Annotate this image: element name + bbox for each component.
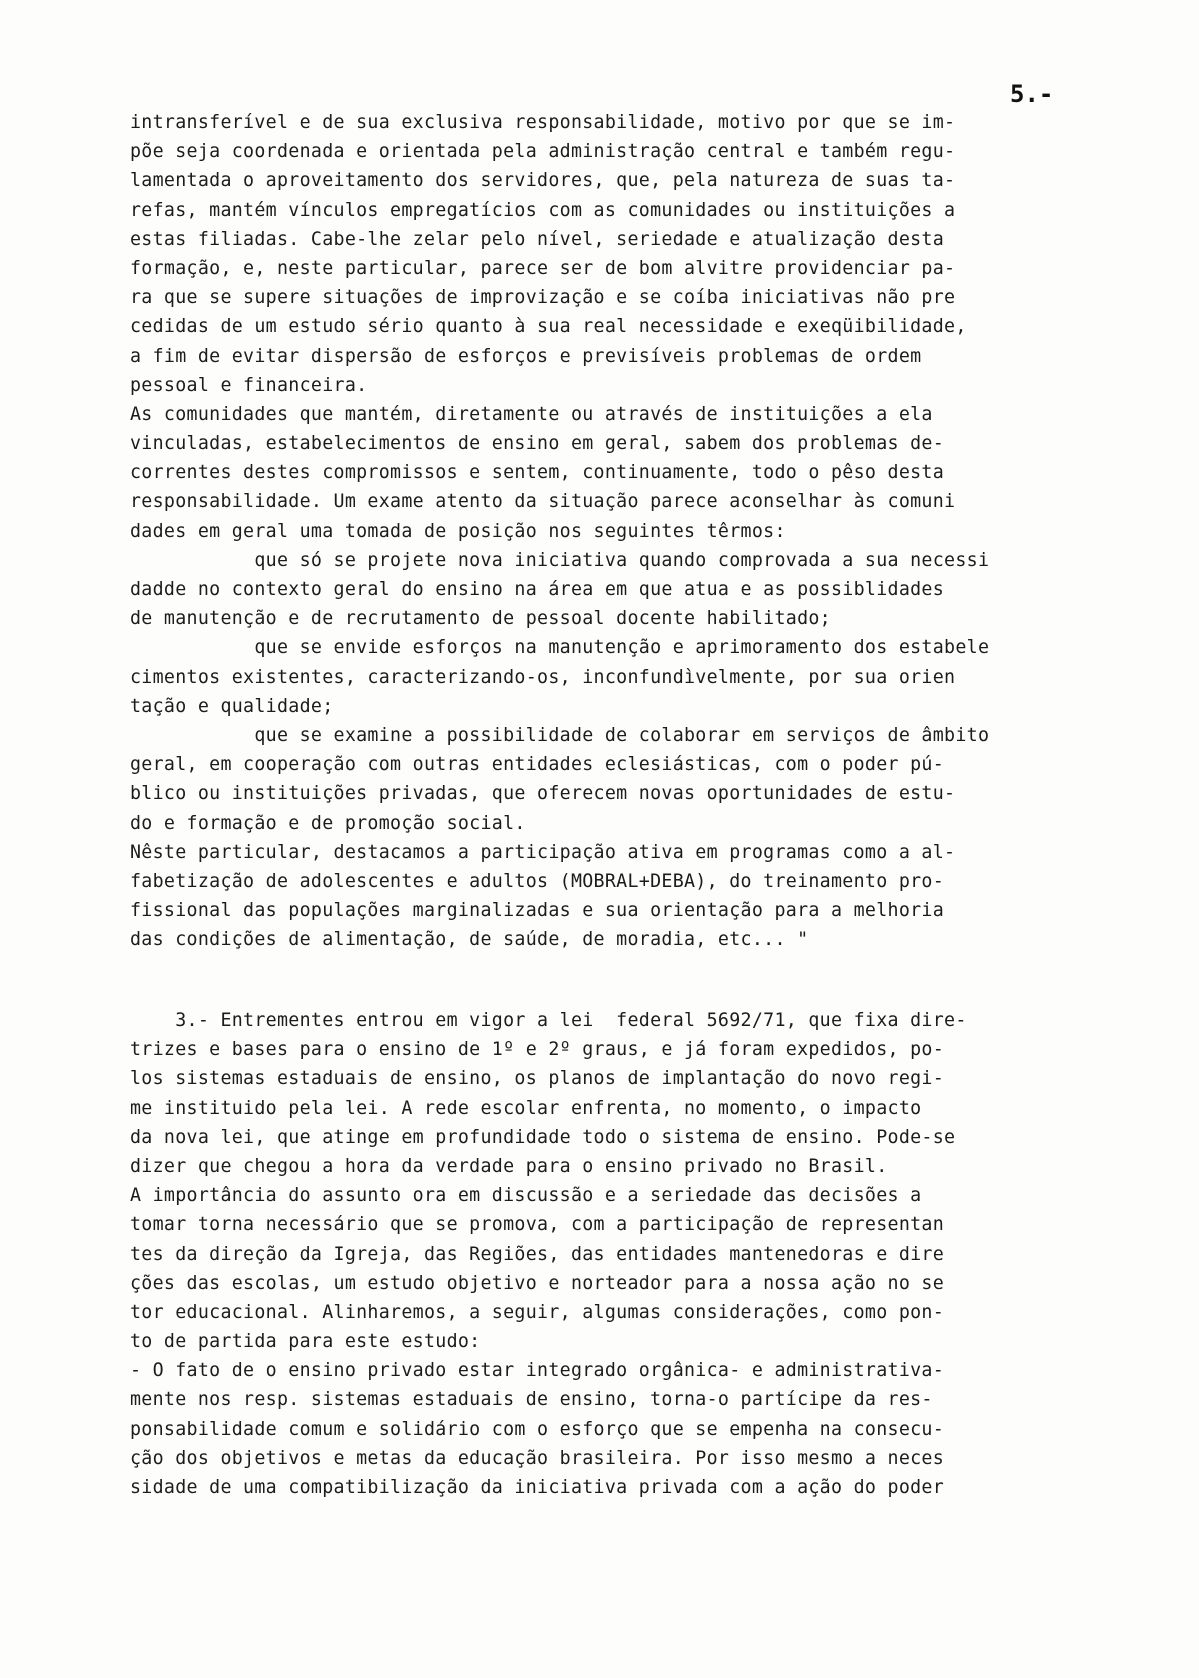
text-line: pessoal e financeira. — [130, 374, 368, 396]
text-line: blico ou instituições privadas, que oferecem novas oportunidades de estu- — [130, 783, 956, 805]
text-line: los sistemas estaduais de ensino, os planos de implantação do novo regi- — [130, 1068, 945, 1090]
text-line: tes da direção da Igreja, das Regiões, das entidades mantenedoras e dire — [130, 1243, 945, 1265]
text-block-1 — [130, 108, 1130, 954]
text-line: responsabilidade. Um exame atento da situação parece aconselhar às comuni — [130, 491, 956, 513]
text-line: que se examine a possibilidade de colaborar em serviços de âmbito — [130, 724, 990, 746]
text-line: formação, e, neste particular, parece ser de bom alvitre providenciar pa- — [130, 257, 956, 279]
text-line: tomar torna necessário que se promova, com a participação de representan — [130, 1214, 945, 1236]
text-line: a fim de evitar dispersão de esforços e previsíveis problemas de ordem — [130, 345, 922, 367]
text-line: ção dos objetivos e metas da educação brasileira. Por isso mesmo a neces — [130, 1447, 945, 1469]
page-number: 5.- — [1010, 80, 1054, 108]
text-line: que se envide esforços na manutenção e aprimoramento dos estabele — [130, 637, 990, 659]
text-line: estas filiadas. Cabe-lhe zelar pelo nível, seriedade e atualização desta — [130, 228, 945, 250]
text-line: trizes e bases para o ensino de 1º e 2º graus, e já foram expedidos, po- — [130, 1039, 945, 1061]
text-line: vinculadas, estabelecimentos de ensino em geral, sabem dos problemas de- — [130, 433, 945, 455]
text-line: ções das escolas, um estudo objetivo e norteador para a nossa ação no se — [130, 1272, 945, 1294]
text-line: 3.- Entrementes entrou em vigor a lei federal 5692/71, que fixa dire- — [130, 1010, 967, 1031]
text-line: de manutenção e de recrutamento de pessoal docente habilitado; — [130, 608, 831, 630]
text-line: to de partida para este estudo: — [130, 1331, 481, 1353]
text-line: As comunidades que mantém, diretamente ou através de instituições a ela — [130, 403, 933, 425]
text-line: dadde no contexto geral do ensino na área em que atua e as possiblidades — [130, 579, 945, 600]
text-line: tação e qualidade; — [130, 695, 334, 717]
text-line: dades em geral uma tomada de posição nos seguintes têrmos: — [130, 520, 786, 542]
text-line: cimentos existentes, caracterizando-os, inconfundìvelmente, por sua orien — [130, 666, 956, 688]
text-line: - O fato de o ensino privado estar integrado orgânica- e administrativa- — [130, 1360, 945, 1382]
text-line: sidade de uma compatibilização da iniciativa privada com a ação do poder — [130, 1477, 945, 1498]
text-line: Nêste particular, destacamos a participação ativa em programas como a al- — [130, 841, 956, 863]
text-line: correntes destes compromissos e sentem, continuamente, todo o pêso desta — [130, 462, 945, 484]
text-line: A importância do assunto ora em discussão e a seriedade das decisões a — [130, 1185, 922, 1207]
text-line: me instituido pela lei. A rede escolar enfrenta, no momento, o impacto — [130, 1097, 922, 1119]
text-block-2 — [130, 1006, 1130, 1502]
text-line: dizer que chegou a hora da verdade para o ensino privado no Brasil. — [130, 1155, 888, 1177]
text-line: fabetização de adolescentes e adultos (MOBRAL+DEBA), do treinamento pro- — [130, 870, 945, 892]
text-line: fissional das populações marginalizadas e sua orientação para a melhoria — [130, 900, 945, 922]
text-line: que só se projete nova iniciativa quando comprovada a sua necessi — [130, 549, 990, 571]
text-line: lamentada o aproveitamento dos servidores, que, pela natureza de suas ta- — [130, 170, 956, 192]
text-line: refas, mantém vínculos empregatícios com as comunidades ou instituições a — [130, 199, 956, 221]
text-line: tor educacional. Alinharemos, a seguir, algumas considerações, como pon- — [130, 1301, 945, 1323]
text-line: ponsabilidade comum e solidário com o esforço que se empenha na consecu- — [130, 1418, 945, 1440]
text-line: põe seja coordenada e orientada pela administração central e também regu- — [130, 141, 956, 163]
text-line: cedidas de um estudo sério quanto à sua real necessidade e exeqüibilidade, — [130, 316, 967, 338]
text-line: do e formação e de promoção social. — [130, 812, 526, 834]
text-line: da nova lei, que atinge em profundidade todo o sistema de ensino. Pode-se — [130, 1126, 956, 1148]
text-line: das condições de alimentação, de saúde, de moradia, etc... " — [130, 929, 809, 951]
text-line: geral, em cooperação com outras entidades eclesiásticas, com o poder pú- — [130, 754, 945, 776]
text-line: mente nos resp. sistemas estaduais de ensino, torna-o partícipe da res- — [130, 1389, 933, 1411]
text-line: ra que se supere situações de improvização e se coíba iniciativas não pre — [130, 287, 956, 309]
text-line: intransferível e de sua exclusiva responsabilidade, motivo por que se im- — [130, 112, 956, 133]
